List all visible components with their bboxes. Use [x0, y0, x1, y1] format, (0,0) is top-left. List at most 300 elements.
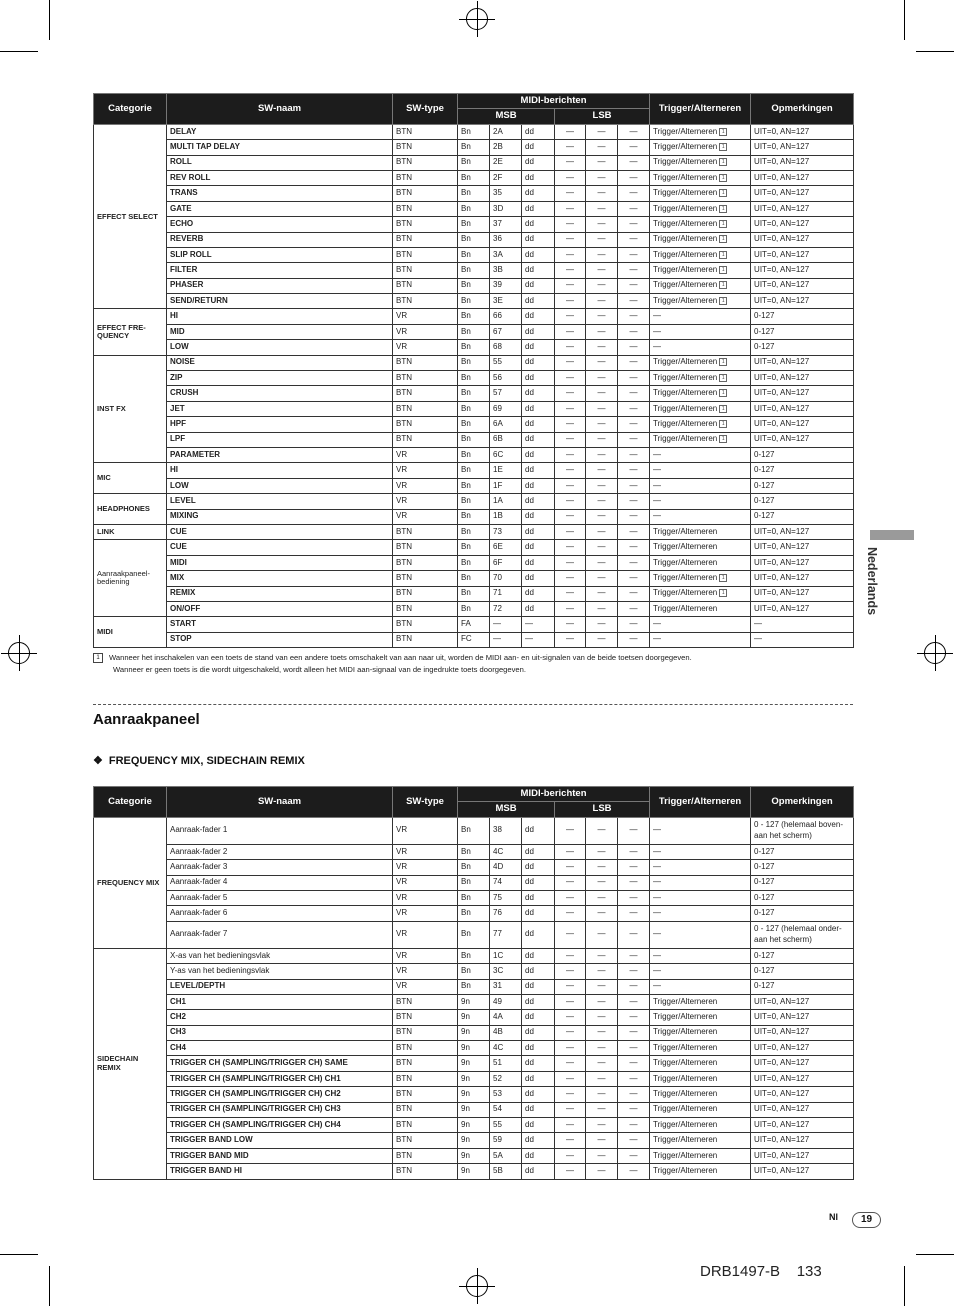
trigger-cell	[650, 417, 751, 432]
sw-name-cell: ROLL	[167, 155, 393, 170]
msb-status-cell: Bn	[458, 964, 490, 979]
remarks-cell: 0 - 127 (helemaal boven-aan het scherm)	[751, 817, 854, 844]
trigger-cell	[650, 1071, 751, 1086]
sw-type-cell: BTN	[393, 1041, 458, 1056]
msb-value-cell: dd	[522, 386, 555, 401]
sw-type-cell: BTN	[393, 1133, 458, 1148]
msb-number-cell: 4C	[490, 844, 522, 859]
table-row	[94, 478, 854, 493]
lsb-value-cell: —	[618, 948, 650, 963]
sw-name-cell: REVERB	[167, 232, 393, 247]
lsb-value-cell: —	[618, 294, 650, 309]
remarks-cell: 0-127	[751, 844, 854, 859]
table-row	[94, 494, 854, 509]
msb-status-cell: Bn	[458, 355, 490, 370]
lsb-value-cell: —	[618, 494, 650, 509]
document-code: DRB1497-B	[700, 1263, 781, 1280]
trigger-cell	[650, 1148, 751, 1163]
sw-name-cell: STOP	[167, 632, 393, 647]
msb-value-cell: dd	[522, 817, 555, 844]
msb-number-cell: 3A	[490, 247, 522, 262]
lsb-status-cell: —	[555, 1118, 586, 1133]
sw-type-cell: VR	[393, 324, 458, 339]
trigger-text: —	[653, 495, 662, 505]
lsb-number-cell: —	[586, 906, 618, 921]
msb-status-cell: Bn	[458, 217, 490, 232]
msb-number-cell: 36	[490, 232, 522, 247]
msb-value-cell: dd	[522, 294, 555, 309]
trigger-text: —	[653, 342, 662, 352]
lsb-value-cell: —	[618, 217, 650, 232]
msb-status-cell: Bn	[458, 906, 490, 921]
sw-name-cell: Aanraak-fader 3	[167, 860, 393, 875]
trigger-cell	[650, 1025, 751, 1040]
trigger-cell	[650, 386, 751, 401]
msb-number-cell: 5A	[490, 1148, 522, 1163]
table-row	[94, 1148, 854, 1163]
msb-value-cell: dd	[522, 586, 555, 601]
msb-status-cell: Bn	[458, 494, 490, 509]
msb-value-cell: dd	[522, 555, 555, 570]
trigger-cell	[650, 1056, 751, 1071]
lsb-number-cell: —	[586, 875, 618, 890]
table-row	[94, 294, 854, 309]
trigger-text: Trigger/Alterneren	[653, 1150, 718, 1160]
sw-type-cell: BTN	[393, 294, 458, 309]
remarks-cell: UIT=0, AN=127	[751, 540, 854, 555]
msb-status-cell: Bn	[458, 844, 490, 859]
lsb-number-cell: —	[586, 1056, 618, 1071]
table-row	[94, 355, 854, 370]
trigger-cell	[650, 1087, 751, 1102]
lsb-status-cell: —	[555, 1164, 586, 1179]
remarks-cell: UIT=0, AN=127	[751, 1041, 854, 1056]
lsb-status-cell: —	[555, 540, 586, 555]
trigger-cell	[650, 324, 751, 339]
sw-name-cell: LOW	[167, 340, 393, 355]
msb-value-cell: dd	[522, 1041, 555, 1056]
lsb-number-cell: —	[586, 294, 618, 309]
page-language-code: Nl	[829, 1212, 838, 1222]
lsb-status-cell: —	[555, 371, 586, 386]
category-cell: SIDECHAIN REMIX	[94, 948, 167, 1179]
trigger-text: Trigger/Alterneren	[653, 557, 718, 567]
lsb-number-cell: —	[586, 964, 618, 979]
sw-name-cell: LEVEL	[167, 494, 393, 509]
lsb-status-cell: —	[555, 948, 586, 963]
trigger-cell	[650, 1010, 751, 1025]
header-trigger: Trigger/Alterneren	[650, 787, 751, 818]
sw-type-cell: VR	[393, 875, 458, 890]
msb-value-cell: dd	[522, 1118, 555, 1133]
footnote-ref-icon: 1	[719, 297, 727, 305]
msb-value-cell: dd	[522, 1056, 555, 1071]
lsb-value-cell: —	[618, 1056, 650, 1071]
msb-status-cell: Bn	[458, 432, 490, 447]
sw-name-cell: CUE	[167, 540, 393, 555]
registration-mark	[466, 1275, 488, 1297]
remarks-cell: 0-127	[751, 890, 854, 905]
lsb-value-cell: —	[618, 1164, 650, 1179]
msb-value-cell: dd	[522, 140, 555, 155]
msb-value-cell: dd	[522, 1087, 555, 1102]
lsb-number-cell: —	[586, 371, 618, 386]
trigger-cell	[650, 447, 751, 462]
sw-type-cell: BTN	[393, 247, 458, 262]
msb-number-cell: 4D	[490, 860, 522, 875]
table-row	[94, 324, 854, 339]
remarks-cell: UIT=0, AN=127	[751, 1071, 854, 1086]
lsb-status-cell: —	[555, 432, 586, 447]
crop-mark	[0, 1254, 38, 1255]
lsb-value-cell: —	[618, 340, 650, 355]
table-row	[94, 217, 854, 232]
trigger-cell	[650, 494, 751, 509]
table-row	[94, 948, 854, 963]
msb-number-cell: 1B	[490, 509, 522, 524]
lsb-value-cell: —	[618, 155, 650, 170]
document-id	[700, 1263, 822, 1280]
table-row	[94, 1010, 854, 1025]
lsb-status-cell: —	[555, 155, 586, 170]
msb-status-cell: Bn	[458, 509, 490, 524]
lsb-value-cell: —	[618, 601, 650, 616]
footnote-ref-icon: 1	[719, 189, 727, 197]
remarks-cell: UIT=0, AN=127	[751, 417, 854, 432]
sw-name-cell: Aanraak-fader 2	[167, 844, 393, 859]
sw-type-cell: BTN	[393, 371, 458, 386]
msb-value-cell: dd	[522, 948, 555, 963]
trigger-text: —	[653, 929, 662, 939]
lsb-number-cell: —	[586, 463, 618, 478]
lsb-value-cell: —	[618, 1041, 650, 1056]
msb-status-cell: Bn	[458, 155, 490, 170]
remarks-cell: UIT=0, AN=127	[751, 432, 854, 447]
lsb-status-cell: —	[555, 890, 586, 905]
msb-value-cell: dd	[522, 1148, 555, 1163]
lsb-number-cell: —	[586, 478, 618, 493]
trigger-text: Trigger/Alterneren	[653, 1073, 718, 1083]
trigger-cell	[650, 1133, 751, 1148]
lsb-number-cell: —	[586, 1118, 618, 1133]
remarks-cell: 0-127	[751, 979, 854, 994]
lsb-number-cell: —	[586, 860, 618, 875]
msb-value-cell: dd	[522, 247, 555, 262]
trigger-text: —	[653, 892, 662, 902]
trigger-cell	[650, 401, 751, 416]
remarks-cell: UIT=0, AN=127	[751, 1148, 854, 1163]
sw-type-cell: BTN	[393, 617, 458, 632]
lsb-number-cell: —	[586, 921, 618, 948]
sw-type-cell: VR	[393, 921, 458, 948]
sw-type-cell: BTN	[393, 386, 458, 401]
lsb-status-cell: —	[555, 860, 586, 875]
msb-value-cell: dd	[522, 571, 555, 586]
lsb-value-cell: —	[618, 186, 650, 201]
lsb-value-cell: —	[618, 232, 650, 247]
msb-status-cell: 9n	[458, 1133, 490, 1148]
trigger-cell	[650, 232, 751, 247]
lsb-value-cell: —	[618, 817, 650, 844]
lsb-status-cell: —	[555, 309, 586, 324]
trigger-text: —	[653, 311, 662, 321]
msb-status-cell: Bn	[458, 875, 490, 890]
msb-value-cell: dd	[522, 170, 555, 185]
footnote-ref-icon: 1	[719, 235, 727, 243]
lsb-status-cell: —	[555, 632, 586, 647]
lsb-number-cell: —	[586, 1087, 618, 1102]
trigger-text: Trigger/Alterneren	[653, 1089, 718, 1099]
table-row	[94, 1071, 854, 1086]
footnote-ref-icon: 1	[719, 281, 727, 289]
sw-type-cell: BTN	[393, 355, 458, 370]
lsb-status-cell: —	[555, 1133, 586, 1148]
trigger-cell	[650, 309, 751, 324]
sw-name-cell: Aanraak-fader 5	[167, 890, 393, 905]
sw-type-cell: VR	[393, 447, 458, 462]
sw-type-cell: VR	[393, 817, 458, 844]
trigger-cell	[650, 921, 751, 948]
table-row	[94, 509, 854, 524]
msb-number-cell: 55	[490, 355, 522, 370]
msb-number-cell: 2F	[490, 170, 522, 185]
remarks-cell: UIT=0, AN=127	[751, 524, 854, 539]
remarks-cell: UIT=0, AN=127	[751, 170, 854, 185]
lsb-status-cell: —	[555, 447, 586, 462]
sw-type-cell: VR	[393, 494, 458, 509]
lsb-status-cell: —	[555, 1071, 586, 1086]
lsb-number-cell: —	[586, 817, 618, 844]
table-row	[94, 401, 854, 416]
table-row	[94, 386, 854, 401]
lsb-value-cell: —	[618, 860, 650, 875]
msb-number-cell: 1F	[490, 478, 522, 493]
lsb-value-cell: —	[618, 263, 650, 278]
table-row	[94, 964, 854, 979]
msb-number-cell: 51	[490, 1056, 522, 1071]
trigger-cell	[650, 860, 751, 875]
remarks-cell: UIT=0, AN=127	[751, 1164, 854, 1179]
midi-table-touch-panel	[93, 786, 854, 1180]
header-category: Categorie	[94, 787, 167, 818]
msb-number-cell: 1A	[490, 494, 522, 509]
sw-name-cell: LPF	[167, 432, 393, 447]
table-row	[94, 1087, 854, 1102]
header-remarks: Opmerkingen	[751, 787, 854, 818]
category-cell: EFFECT SELECT	[94, 124, 167, 309]
remarks-cell: 0-127	[751, 964, 854, 979]
remarks-cell: UIT=0, AN=127	[751, 155, 854, 170]
msb-number-cell: 77	[490, 921, 522, 948]
lsb-value-cell: —	[618, 463, 650, 478]
lsb-value-cell: —	[618, 247, 650, 262]
lsb-status-cell: —	[555, 875, 586, 890]
sw-type-cell: BTN	[393, 1025, 458, 1040]
table-row	[94, 586, 854, 601]
lsb-number-cell: —	[586, 1133, 618, 1148]
msb-number-cell: 69	[490, 401, 522, 416]
footnote-ref-icon: 1	[719, 420, 727, 428]
remarks-cell: UIT=0, AN=127	[751, 1025, 854, 1040]
lsb-value-cell: —	[618, 555, 650, 570]
trigger-text: Trigger/Alterneren	[653, 572, 718, 582]
footnote-ref-icon: 1	[719, 251, 727, 259]
lsb-value-cell: —	[618, 921, 650, 948]
table-row	[94, 906, 854, 921]
lsb-status-cell: —	[555, 817, 586, 844]
lsb-value-cell: —	[618, 906, 650, 921]
sw-type-cell: BTN	[393, 1148, 458, 1163]
sw-type-cell: BTN	[393, 1071, 458, 1086]
table-row	[94, 1164, 854, 1179]
sw-name-cell: DELAY	[167, 124, 393, 139]
lsb-status-cell: —	[555, 478, 586, 493]
trigger-cell	[650, 906, 751, 921]
lsb-number-cell: —	[586, 217, 618, 232]
msb-value-cell: dd	[522, 217, 555, 232]
msb-value-cell: dd	[522, 994, 555, 1009]
category-cell: EFFECT FRE-QUENCY	[94, 309, 167, 355]
trigger-text: —	[653, 619, 662, 629]
lsb-status-cell: —	[555, 1056, 586, 1071]
crop-mark	[0, 51, 38, 52]
table-row	[94, 844, 854, 859]
category-cell: LINK	[94, 524, 167, 539]
lsb-number-cell: —	[586, 555, 618, 570]
msb-value-cell: dd	[522, 309, 555, 324]
msb-number-cell: 3D	[490, 201, 522, 216]
header-msb: MSB	[458, 802, 555, 817]
lsb-status-cell: —	[555, 417, 586, 432]
sw-name-cell: MIXING	[167, 509, 393, 524]
msb-status-cell: Bn	[458, 417, 490, 432]
trigger-text: Trigger/Alterneren	[653, 249, 718, 259]
lsb-value-cell: —	[618, 1102, 650, 1117]
trigger-text: Trigger/Alterneren	[653, 1166, 718, 1175]
trigger-cell	[650, 1102, 751, 1117]
msb-value-cell: dd	[522, 1025, 555, 1040]
lsb-value-cell: —	[618, 432, 650, 447]
sw-type-cell: VR	[393, 844, 458, 859]
trigger-text: Trigger/Alterneren	[653, 126, 718, 136]
lsb-number-cell: —	[586, 1010, 618, 1025]
remarks-cell: UIT=0, AN=127	[751, 294, 854, 309]
sw-type-cell: BTN	[393, 401, 458, 416]
remarks-cell: UIT=0, AN=127	[751, 555, 854, 570]
trigger-cell	[650, 170, 751, 185]
remarks-cell: 0-127	[751, 494, 854, 509]
msb-number-cell: 1E	[490, 463, 522, 478]
footnote	[93, 652, 692, 676]
table-row	[94, 232, 854, 247]
msb-value-cell: dd	[522, 263, 555, 278]
table-row	[94, 875, 854, 890]
msb-value-cell: dd	[522, 1071, 555, 1086]
crop-mark	[916, 51, 954, 52]
lsb-number-cell: —	[586, 494, 618, 509]
msb-number-cell: 73	[490, 524, 522, 539]
language-label	[862, 544, 882, 618]
msb-status-cell: Bn	[458, 463, 490, 478]
msb-number-cell: 38	[490, 817, 522, 844]
lsb-status-cell: —	[555, 340, 586, 355]
table-row	[94, 463, 854, 478]
msb-value-cell: dd	[522, 401, 555, 416]
trigger-text: —	[653, 981, 662, 991]
lsb-status-cell: —	[555, 1148, 586, 1163]
section-title: Aanraakpaneel	[93, 711, 200, 728]
msb-status-cell: Bn	[458, 170, 490, 185]
msb-number-cell: 3E	[490, 294, 522, 309]
table-row	[94, 417, 854, 432]
msb-status-cell: Bn	[458, 263, 490, 278]
lsb-number-cell: —	[586, 401, 618, 416]
sheet-number: 133	[796, 1263, 822, 1280]
remarks-cell: 0-127	[751, 463, 854, 478]
trigger-text: —	[653, 465, 662, 475]
sw-name-cell: Aanraak-fader 7	[167, 921, 393, 948]
lsb-value-cell: —	[618, 890, 650, 905]
remarks-cell: UIT=0, AN=127	[751, 232, 854, 247]
table-row	[94, 921, 854, 948]
sw-type-cell: BTN	[393, 186, 458, 201]
lsb-value-cell: —	[618, 324, 650, 339]
sw-name-cell: CH3	[167, 1025, 393, 1040]
sw-name-cell: Aanraak-fader 1	[167, 817, 393, 844]
trigger-cell	[650, 294, 751, 309]
sw-type-cell: VR	[393, 906, 458, 921]
remarks-cell: 0-127	[751, 478, 854, 493]
sw-type-cell: VR	[393, 948, 458, 963]
trigger-text: —	[653, 480, 662, 490]
sw-name-cell: CH2	[167, 1010, 393, 1025]
sw-type-cell: VR	[393, 478, 458, 493]
trigger-cell	[650, 124, 751, 139]
header-lsb: LSB	[555, 109, 650, 124]
trigger-text: Trigger/Alterneren	[653, 388, 718, 398]
sw-type-cell: BTN	[393, 586, 458, 601]
lsb-value-cell: —	[618, 964, 650, 979]
msb-number-cell: 39	[490, 278, 522, 293]
table-row	[94, 263, 854, 278]
lsb-value-cell: —	[618, 1010, 650, 1025]
sw-name-cell: ECHO	[167, 217, 393, 232]
footnote-ref-icon: 1	[719, 266, 727, 274]
lsb-number-cell: —	[586, 447, 618, 462]
trigger-text: Trigger/Alterneren	[653, 234, 718, 244]
trigger-text: Trigger/Alterneren	[653, 526, 718, 536]
sw-type-cell: VR	[393, 979, 458, 994]
remarks-cell: 0-127	[751, 447, 854, 462]
msb-number-cell: 6B	[490, 432, 522, 447]
table-row	[94, 170, 854, 185]
sw-name-cell: TRIGGER BAND LOW	[167, 1133, 393, 1148]
trigger-cell	[650, 263, 751, 278]
table-row	[94, 1025, 854, 1040]
msb-status-cell: Bn	[458, 324, 490, 339]
trigger-text: Trigger/Alterneren	[653, 172, 718, 182]
remarks-cell: UIT=0, AN=127	[751, 355, 854, 370]
msb-number-cell: 66	[490, 309, 522, 324]
msb-value-cell: dd	[522, 155, 555, 170]
msb-value-cell: dd	[522, 964, 555, 979]
table-row	[94, 1133, 854, 1148]
remarks-cell: UIT=0, AN=127	[751, 201, 854, 216]
sw-name-cell: TRIGGER BAND MID	[167, 1148, 393, 1163]
msb-number-cell: 75	[490, 890, 522, 905]
lsb-number-cell: —	[586, 617, 618, 632]
lsb-status-cell: —	[555, 617, 586, 632]
